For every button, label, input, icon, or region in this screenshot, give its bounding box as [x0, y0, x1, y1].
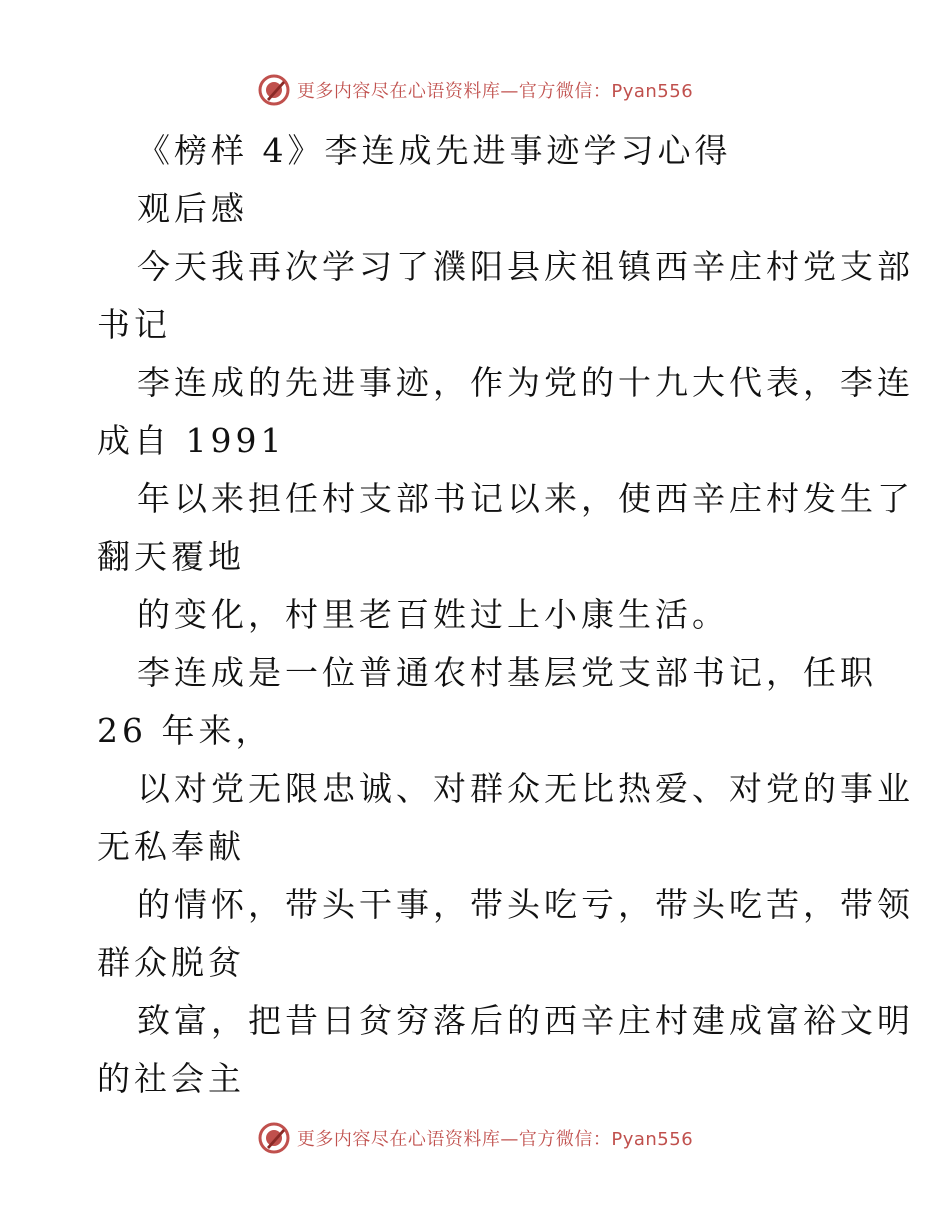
text-line: 观后感	[137, 189, 248, 228]
text-line: 今天我再次学习了濮阳县庆祖镇西辛庄村党支部	[137, 247, 914, 286]
text-line: 的情怀，带头干事，带头吃亏，带头吃苦，带领	[137, 885, 914, 924]
text-line: 翻天覆地	[97, 537, 245, 576]
pen-logo-icon	[257, 73, 291, 107]
text-line: 成自 1991	[97, 421, 286, 460]
document-body	[97, 122, 914, 1108]
watermark-text: 更多内容尽在心语资料库—官方微信：Pyan556	[296, 81, 694, 102]
text-line: 李连成是一位普通农村基层党支部书记，任职	[137, 653, 877, 692]
text-line: 26 年来，	[97, 711, 273, 750]
text-line: 的变化，村里老百姓过上小康生活。	[137, 595, 729, 634]
text-line: 年以来担任村支部书记以来，使西辛庄村发生了	[137, 479, 914, 518]
text-line: 书记	[97, 305, 171, 344]
watermark-text: 更多内容尽在心语资料库—官方微信：Pyan556	[296, 1129, 694, 1150]
text-line: 致富，把昔日贫穷落后的西辛庄村建成富裕文明	[137, 1001, 914, 1040]
text-line: 的社会主	[97, 1059, 245, 1098]
watermark-header	[0, 70, 950, 110]
text-line: 无私奉献	[97, 827, 245, 866]
text-line: 以对党无限忠诚、对群众无比热爱、对党的事业	[137, 769, 914, 808]
text-line: 李连成的先进事迹，作为党的十九大代表，李连	[137, 363, 914, 402]
text-line: 群众脱贫	[97, 943, 245, 982]
text-line: 《榜样 4》李连成先进事迹学习心得	[137, 131, 732, 170]
pen-logo-icon	[257, 1121, 291, 1155]
watermark-footer	[0, 1118, 950, 1158]
